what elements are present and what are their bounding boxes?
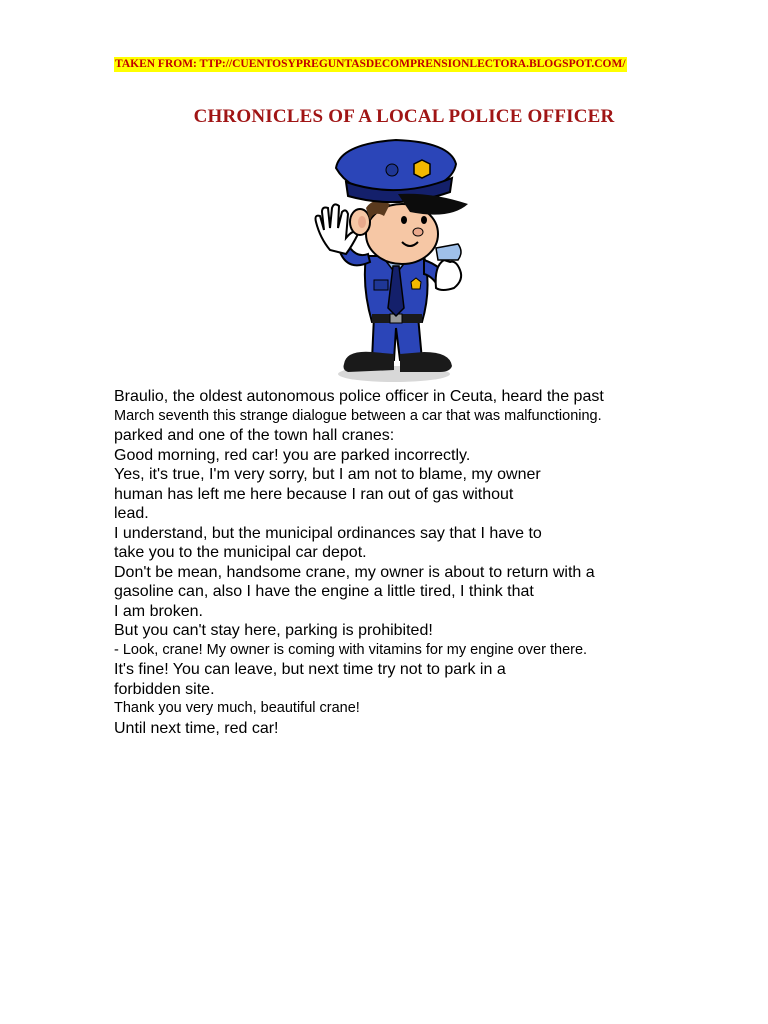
story-line: Until next time, red car! bbox=[114, 719, 279, 737]
story-line: But you can't stay here, parking is prohibited! bbox=[114, 622, 433, 639]
story-line: Yes, it's true, I'm very sorry, but I am not to blame, my owner bbox=[114, 466, 541, 483]
story-line: human has left me here because I ran out of gas without bbox=[114, 485, 514, 503]
source-line: TAKEN FROM: TTP://CUENTOSYPREGUNTASDECOMPRENSIONLECTORA.BLOGSPOT.COM/ bbox=[115, 58, 626, 70]
story-line: - Look, crane! My owner is coming with vitamins for my engine over there. bbox=[114, 641, 588, 658]
story-line: take you to the municipal car depot. bbox=[114, 544, 367, 561]
story-line: I understand, but the municipal ordinances say that I have to bbox=[114, 524, 542, 542]
story-line: I am broken. bbox=[114, 602, 203, 620]
story-line: gasoline can, also I have the engine a little tired, I think that bbox=[114, 583, 534, 600]
story-line: parked and one of the town hall cranes: bbox=[114, 427, 395, 444]
story-line: forbidden site. bbox=[114, 680, 215, 698]
story-line: Don't be mean, handsome crane, my owner is about to return with a bbox=[114, 563, 595, 581]
page-title: CHRONICLES OF A LOCAL POLICE OFFICER bbox=[193, 106, 615, 127]
story-text bbox=[114, 387, 674, 738]
police-officer-illustration bbox=[300, 138, 472, 384]
story-line: Thank you very much, beautiful crane! bbox=[114, 700, 360, 716]
story-line: March seventh this strange dialogue between a car that was malfunctioning. bbox=[114, 407, 602, 424]
story-line: Good morning, red car! you are parked incorrectly. bbox=[114, 446, 471, 464]
story-line: lead. bbox=[114, 505, 149, 522]
story-line: Braulio, the oldest autonomous police officer in Ceuta, heard the past bbox=[114, 388, 604, 405]
story-line: It's fine! You can leave, but next time try not to park in a bbox=[114, 661, 506, 678]
